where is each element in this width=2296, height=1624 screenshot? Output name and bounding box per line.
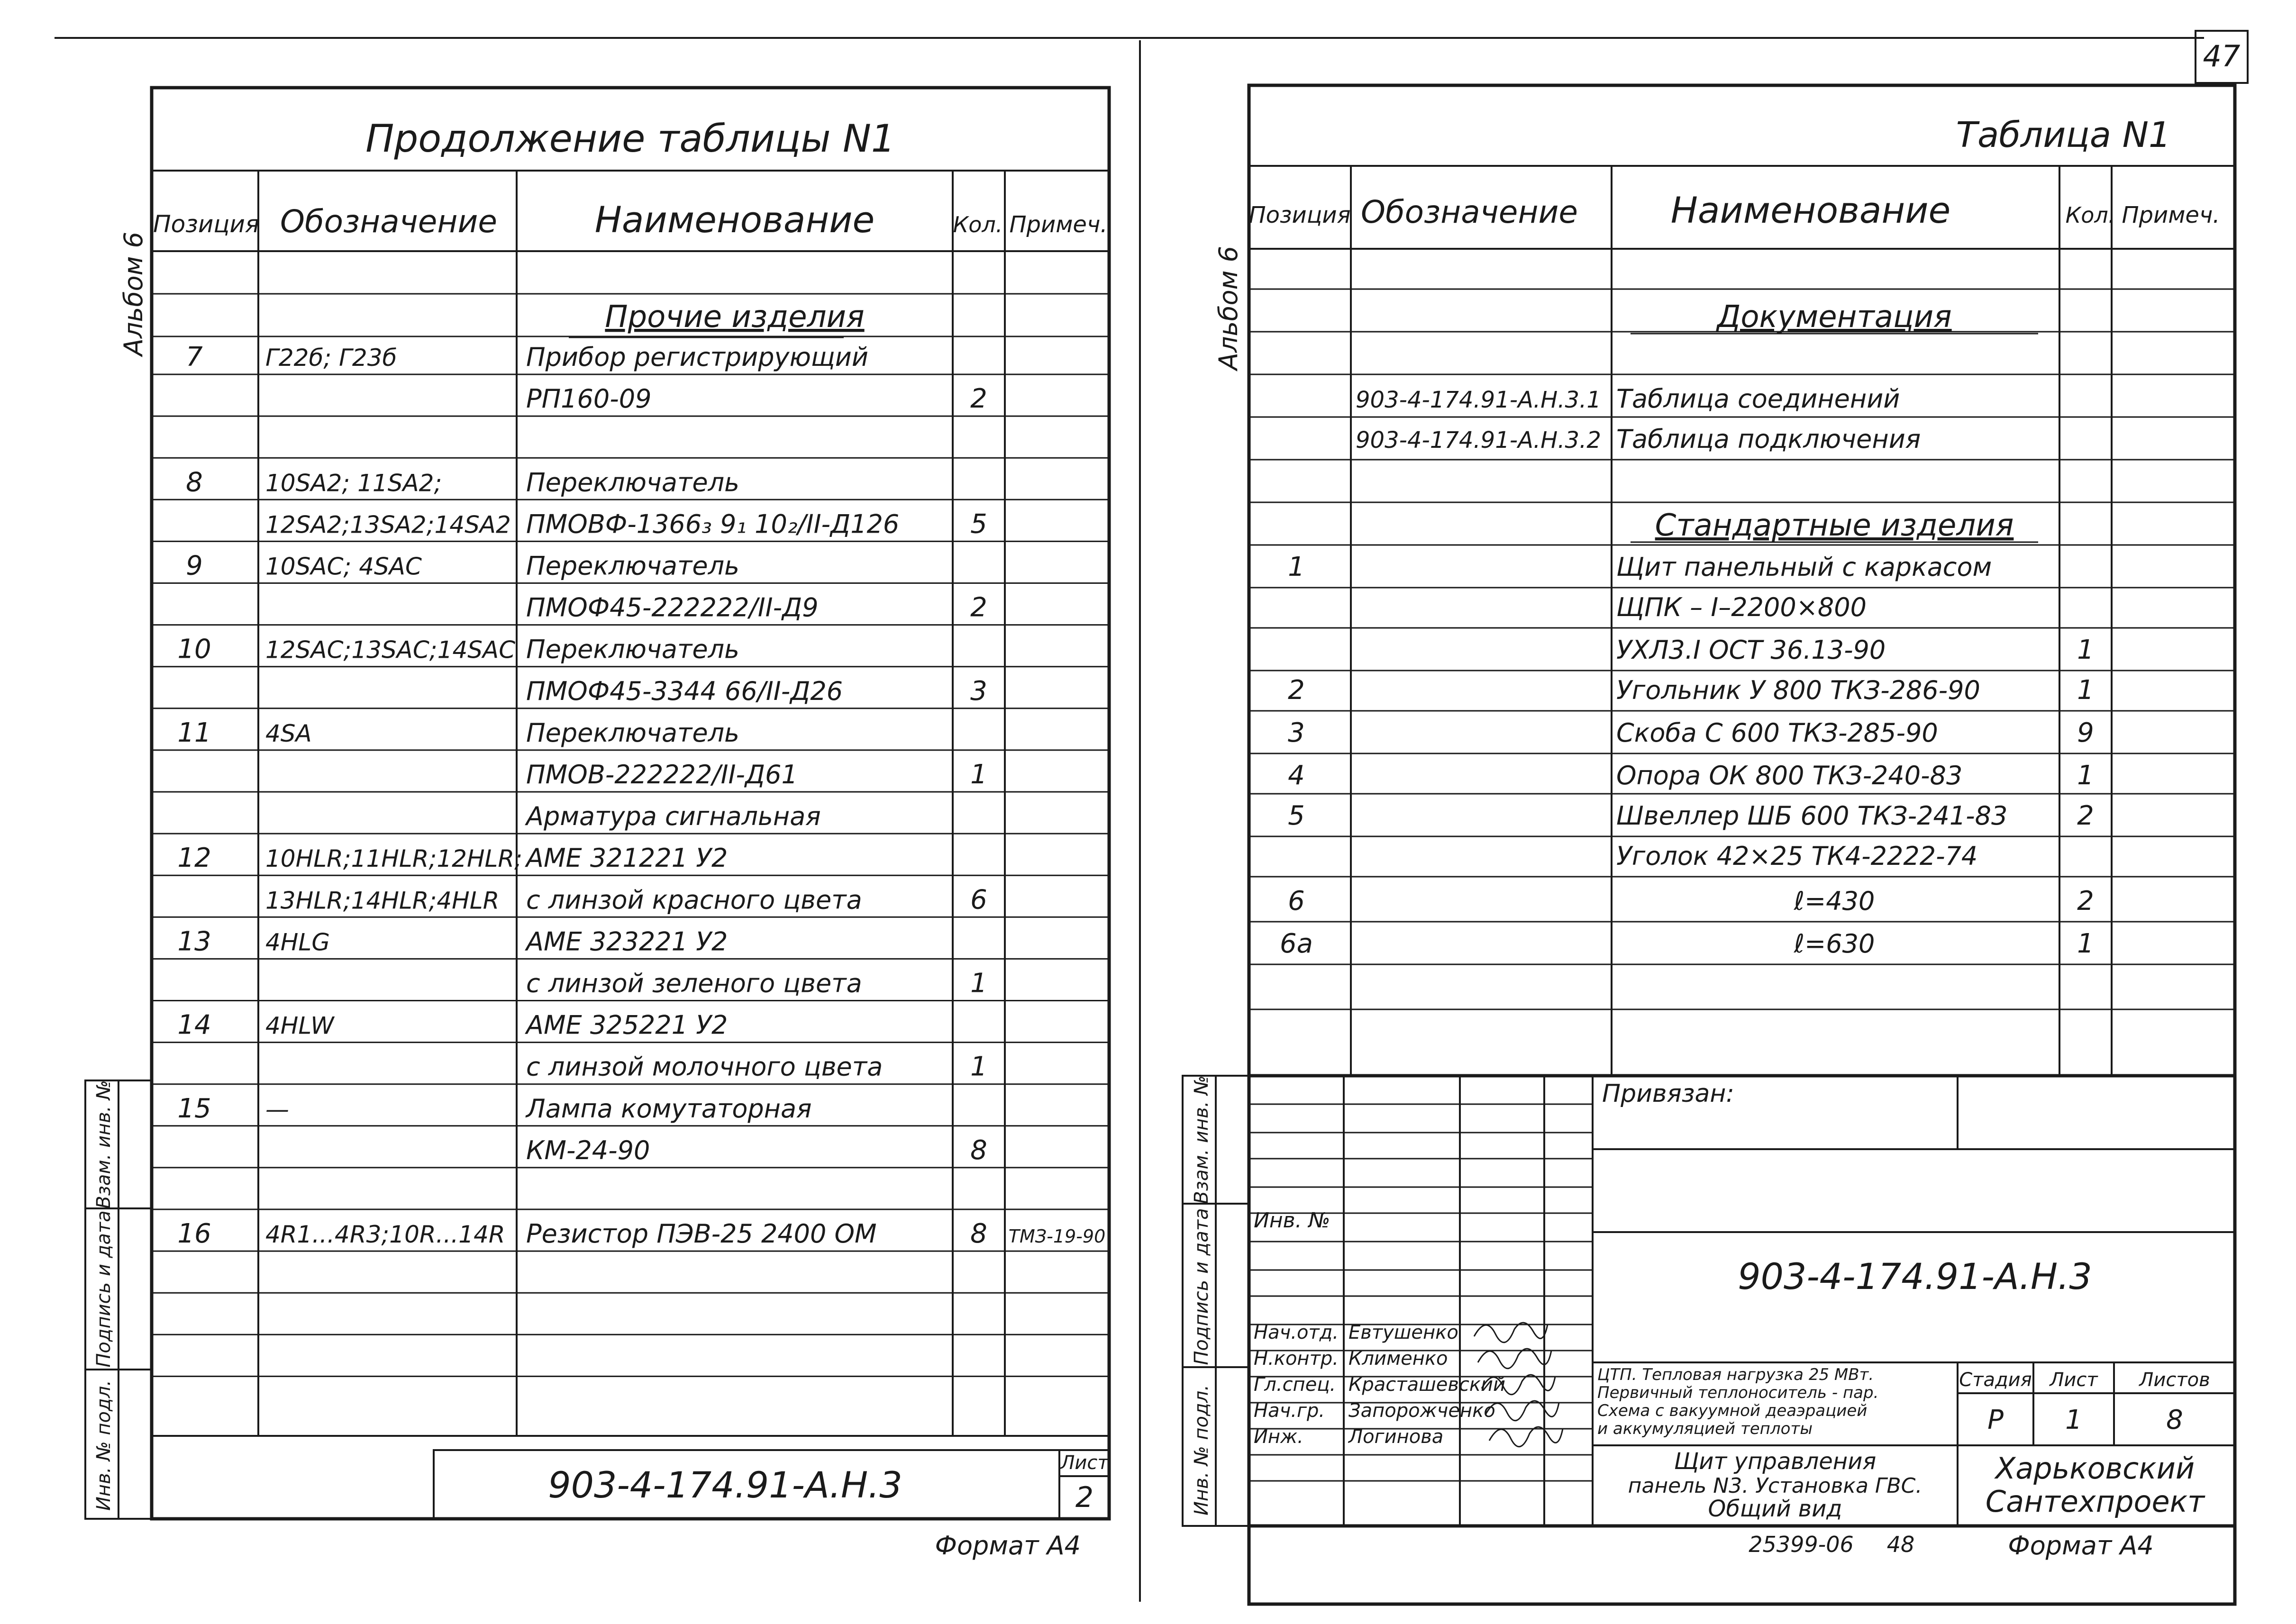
privyazan-label: Привязан:: [1602, 1080, 1734, 1108]
row-qty: 2: [970, 383, 987, 415]
row-name: АМЕ 321221 У2: [526, 843, 728, 873]
inv-no-label: Инв. №: [1254, 1208, 1330, 1233]
row-qty: 1: [970, 968, 987, 999]
row-position: 10: [177, 634, 211, 665]
signatory-role: Н.контр.: [1254, 1348, 1339, 1370]
row-designation: 903-4-174.91-А.Н.3.1: [1356, 387, 1601, 413]
sheets-label: Листов: [2139, 1369, 2210, 1391]
row-position: 5: [1288, 800, 1305, 831]
row-qty: 1: [2077, 635, 2094, 665]
row-name: ПМОВФ-1366₃ 9₁ 10₂/II-Д126: [526, 509, 900, 539]
row-name: ℓ=430: [1794, 886, 1875, 916]
signatory-name: Логинова: [1348, 1426, 1444, 1448]
right-header-qty: Кол.: [2065, 202, 2115, 228]
row-designation: 4R1...4R3;10R...14R: [265, 1221, 505, 1249]
row-name: Арматура сигнальная: [526, 801, 821, 832]
row-qty: 1: [970, 1051, 987, 1082]
row-name: Лампа комутаторная: [526, 1093, 812, 1124]
right-header-note: Примеч.: [2122, 202, 2220, 228]
left-margin-label-2: Подпись и дата: [93, 1210, 115, 1368]
stage-label: Стадия: [1959, 1369, 2032, 1391]
table-row: [525, 801, 821, 831]
right-table-title: Таблица N1: [1956, 115, 2171, 155]
drawing-title-2: панель N3. Установка ГВС.: [1628, 1474, 1922, 1498]
signatory-role: Нач.отд.: [1254, 1322, 1339, 1343]
right-header-name: Наименование: [1670, 189, 1951, 231]
row-name: Прибор регистрирующий: [526, 342, 868, 372]
row-designation: 12SAC;13SAC;14SAC: [265, 636, 516, 664]
row-name: ℓ=630: [1794, 929, 1875, 959]
project-desc-4: и аккумуляцией теплоты: [1597, 1419, 1813, 1438]
row-qty: 1: [970, 759, 987, 790]
row-qty: 2: [970, 592, 987, 623]
row-name: Опора ОК 800 ТКЗ-240-83: [1616, 761, 1963, 790]
page-small: 48: [1886, 1532, 1915, 1557]
row-designation: 4HLG: [265, 928, 330, 956]
row-name: с линзой молочного цвета: [526, 1052, 883, 1082]
row-name: Таблица подключения: [1616, 424, 1921, 454]
row-name: Резистор ПЭВ-25 2400 ОМ: [526, 1219, 877, 1249]
left-margin-label-3: Взам. инв. №: [93, 1080, 115, 1209]
sheet-value: 1: [2065, 1405, 2082, 1435]
table-row: [1356, 384, 1900, 414]
row-qty: 9: [2077, 717, 2094, 748]
row-qty: 1: [2077, 675, 2094, 706]
left-side-label: Альбом 6: [118, 232, 148, 356]
row-position: 9: [186, 550, 203, 581]
row-designation: 10SA2; 11SA2;: [265, 469, 442, 497]
row-position: 7: [186, 342, 203, 372]
row-qty: 6: [970, 884, 987, 916]
row-note: ТМЗ-19-90: [1008, 1226, 1106, 1247]
row-name: Переключатель: [526, 717, 739, 748]
row-name: Скоба С 600 ТКЗ-285-90: [1616, 718, 1938, 748]
row-position: 14: [177, 1009, 211, 1041]
right-header-position: Позиция: [1248, 202, 1351, 228]
row-position: 1: [1288, 552, 1305, 582]
row-name: Переключатель: [526, 551, 739, 581]
row-qty: 5: [970, 508, 987, 540]
row-designation: 10HLR;11HLR;12HLR;: [265, 845, 522, 873]
row-position: 2: [1288, 675, 1305, 706]
row-qty: 8: [970, 1218, 987, 1250]
right-stamp-code: 903-4-174.91-А.Н.3: [1738, 1255, 2092, 1297]
row-designation: Г22б; Г23б: [265, 344, 397, 372]
row-qty: 8: [970, 1134, 987, 1166]
left-header-designation: Обозначение: [280, 203, 497, 240]
row-name: Переключатель: [526, 467, 739, 498]
table-row: [1356, 424, 1921, 454]
drawing-title-1: Щит управления: [1674, 1448, 1877, 1475]
project-desc-2: Первичный теплоноситель - пар.: [1597, 1383, 1879, 1402]
right-side-label: Альбом 6: [1213, 246, 1243, 370]
row-name: АМЕ 325221 У2: [526, 1010, 728, 1040]
row-position: 13: [177, 926, 211, 957]
table-row: [265, 508, 987, 539]
row-designation: 10SAC; 4SAC: [265, 553, 422, 581]
table-row: [1616, 592, 1867, 622]
left-stamp-code: 903-4-174.91-А.Н.3: [548, 1464, 902, 1506]
row-name: Переключатель: [526, 634, 739, 664]
left-header-note: Примеч.: [1009, 211, 1108, 238]
sheets-value: 8: [2166, 1405, 2183, 1435]
row-position: 8: [186, 467, 203, 498]
table-row: [186, 342, 868, 372]
row-designation: 12SA2;13SA2;14SA2: [265, 511, 511, 539]
row-name: Швеллер ШБ 600 ТКЗ-241-83: [1616, 801, 2008, 831]
right-margin-label-1: Инв. № подл.: [1191, 1385, 1212, 1515]
row-name: с линзой зеленого цвета: [526, 968, 862, 998]
org-2: Сантехпроект: [1985, 1484, 2205, 1519]
row-name: Щит панельный с каркасом: [1616, 552, 1992, 582]
row-name: РП160-09: [526, 384, 652, 414]
row-name: с линзой красного цвета: [526, 885, 862, 915]
section-title: Стандартные изделия: [1655, 508, 2014, 543]
row-position: 4: [1288, 760, 1305, 791]
row-qty: 2: [2077, 886, 2094, 916]
row-name: ПМОФ45-222222/II-Д9: [526, 592, 819, 623]
row-position: 12: [177, 843, 211, 874]
row-qty: 2: [2077, 800, 2094, 831]
row-name: Угольник У 800 ТКЗ-286-90: [1616, 675, 1980, 705]
row-designation: 13HLR;14HLR;4HLR: [265, 887, 500, 915]
page-number: 47: [2203, 39, 2241, 73]
signatory-role: Нач.гр.: [1254, 1400, 1325, 1422]
order-number: 25399-06: [1749, 1532, 1854, 1557]
left-section-title: Прочие изделия: [605, 299, 865, 335]
org-1: Харьковский: [1995, 1451, 2195, 1486]
row-designation: —: [265, 1095, 289, 1123]
project-desc-1: ЦТП. Тепловая нагрузка 25 МВт.: [1597, 1365, 1874, 1384]
signatory-name: Запорожченко: [1348, 1400, 1495, 1422]
signatory-role: Инж.: [1254, 1426, 1303, 1448]
row-position: 3: [1288, 717, 1305, 748]
left-header-position: Позиция: [153, 210, 259, 238]
row-position: 16: [177, 1218, 211, 1250]
row-position: 6а: [1280, 928, 1313, 959]
row-name: ПМОФ45-3344 66/II-Д26: [526, 676, 843, 706]
row-position: 15: [177, 1093, 211, 1124]
left-sheet-label: Лист: [1060, 1452, 1109, 1474]
row-name: Таблица соединений: [1616, 384, 1900, 414]
sheet-label: Лист: [2050, 1369, 2098, 1391]
row-qty: 3: [970, 675, 987, 707]
row-position: 11: [177, 717, 211, 748]
row-designation: 4HLW: [265, 1012, 334, 1040]
left-sheet-value: 2: [1075, 1481, 1094, 1514]
right-header-designation: Обозначение: [1361, 194, 1578, 230]
row-name: КМ-24-90: [526, 1135, 650, 1165]
row-designation: 903-4-174.91-А.Н.3.2: [1356, 427, 1601, 454]
drawing-title-3: Общий вид: [1708, 1496, 1842, 1522]
left-margin-label-1: Инв. № подл.: [93, 1380, 115, 1511]
row-name: УХЛ3.I ОСТ 36.13-90: [1616, 635, 1886, 665]
row-position: 6: [1288, 886, 1305, 916]
signatory-name: Евтушенко: [1348, 1322, 1458, 1343]
right-margin-label-3: Взам. инв. №: [1191, 1075, 1212, 1204]
row-name: Уголок 42×25 ТК4-2222-74: [1616, 841, 1978, 871]
row-qty: 1: [2077, 928, 2094, 959]
row-designation: 4SA: [265, 719, 312, 747]
section-title: Документация: [1717, 299, 1952, 335]
right-margin-label-2: Подпись и дата: [1191, 1208, 1212, 1365]
signatory-name: Клименко: [1348, 1348, 1448, 1370]
signatory-name: Красташевский: [1348, 1374, 1506, 1396]
row-name: АМЕ 323221 У2: [526, 926, 728, 957]
project-desc-3: Схема с вакуумной деаэрацией: [1597, 1401, 1868, 1420]
table-row: [1616, 841, 1977, 871]
row-name: ПМОВ-222222/II-Д61: [526, 760, 798, 789]
row-qty: 1: [2077, 760, 2094, 791]
left-header-name: Наименование: [594, 199, 875, 241]
left-format: Формат А4: [935, 1531, 1081, 1560]
left-header-qty: Кол.: [953, 212, 1003, 237]
right-format: Формат А4: [2008, 1531, 2154, 1560]
section-title-row: [1631, 508, 2038, 543]
signatory-role: Гл.спец.: [1254, 1374, 1336, 1396]
left-table-title: Продолжение таблицы N1: [365, 117, 895, 161]
stage-value: Р: [1987, 1405, 2004, 1435]
row-name: ЩПК – I–2200×800: [1616, 592, 1867, 622]
